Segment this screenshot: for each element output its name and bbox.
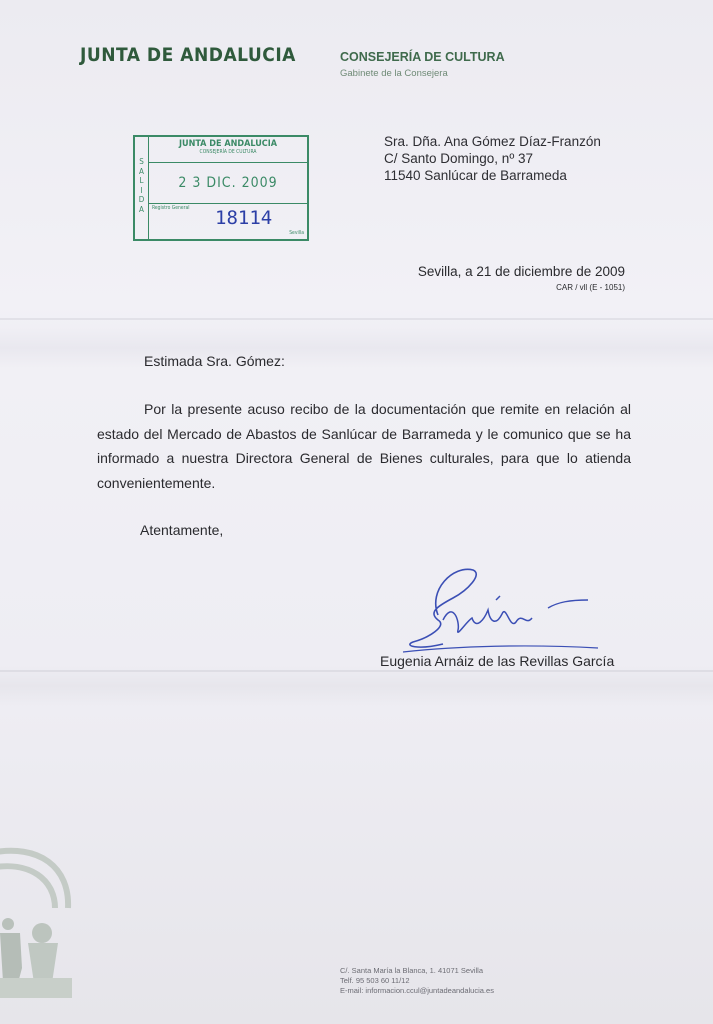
recipient-address (384, 133, 601, 184)
letter-date: Sevilla, a 21 de diciembre de 2009 (417, 264, 625, 279)
registry-stamp (133, 135, 309, 241)
signer-name: Eugenia Arnáiz de las Revillas García (380, 653, 615, 669)
office-name: Gabinete de la Consejera (340, 68, 448, 79)
recipient-name: Sra. Dña. Ana Gómez Díaz-Franzón (384, 134, 601, 149)
paper-fold-bottom (0, 670, 713, 672)
stamp-divider (149, 162, 307, 163)
andalucia-arms-logo-icon (0, 838, 72, 998)
stamp-date: 2 3 DIC. 2009 (178, 175, 278, 191)
footer-email: E-mail: informacion.ccul@juntadeandalucia.es (340, 986, 494, 995)
handwritten-signature-icon (398, 560, 598, 655)
stamp-city: Sevilla (289, 230, 304, 236)
stamp-registry-label: Registro General (152, 205, 190, 211)
stamp-number: 18114 (215, 207, 273, 229)
footer-contact (340, 966, 494, 996)
stamp-side-letters: S A L I D A (135, 137, 149, 239)
stamp-divider (149, 203, 307, 204)
letter-reference: CAR / vll (E - 1051) (556, 283, 625, 292)
footer-phone: Telf. 95 503 60 11/12 (340, 976, 410, 985)
letter-body: Por la presente acuso recibo de la documentación que remite en relación al estado del Mercado de Abastos de Sanlúcar de Barrameda y le comunico que se ha informado a nuestra Directora General de Bienes culturales, para que lo atienda convenientemente. (97, 401, 631, 491)
stamp-subheading: CONSEJERÍA DE CULTURA (199, 149, 257, 155)
organization-name: JUNTA DE ANDALUCIA (80, 44, 296, 66)
closing: Atentamente, (140, 522, 224, 538)
footer-address: C/. Santa María la Blanca, 1. 41071 Sevilla (340, 966, 483, 975)
recipient-street: C/ Santo Domingo, nº 37 (384, 151, 534, 166)
department-name: CONSEJERÍA DE CULTURA (340, 50, 505, 64)
paper-fold-top (0, 318, 713, 320)
stamp-organization: JUNTA DE ANDALUCIA (178, 139, 277, 149)
salutation: Estimada Sra. Gómez: (144, 353, 285, 369)
recipient-city: 11540 Sanlúcar de Barrameda (384, 168, 567, 183)
